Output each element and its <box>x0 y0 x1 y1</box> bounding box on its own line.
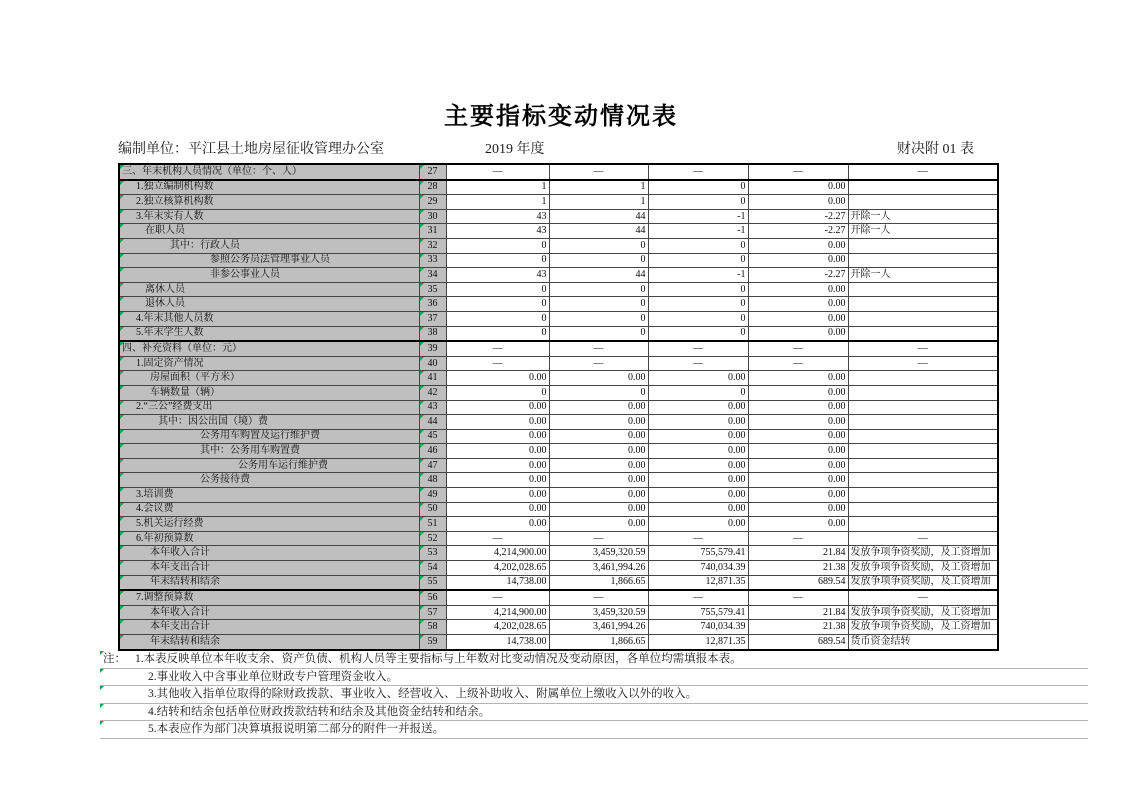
row-remark <box>848 238 998 253</box>
row-value: 43 <box>446 224 549 239</box>
row-value: 0.00 <box>549 371 648 386</box>
row-value: 0 <box>648 195 748 210</box>
row-value: 0.00 <box>748 415 848 430</box>
table-row <box>119 575 998 590</box>
row-value: 0.00 <box>748 517 848 532</box>
row-line-number: 34 <box>419 268 446 283</box>
row-value: 0.00 <box>446 502 549 517</box>
row-line-number: 30 <box>419 209 446 224</box>
note-text: 1.本表反映单位本年收支余、资产负债、机构人员等主要指标与上年数对比变动情况及变动原因，各单位均需填报本表。 <box>135 653 742 665</box>
row-value: 0.00 <box>549 415 648 430</box>
note-line-4 <box>100 704 1088 722</box>
row-line-number: 40 <box>419 356 446 371</box>
row-remark <box>848 488 998 503</box>
row-line-number: 32 <box>419 238 446 253</box>
row-line-number: 52 <box>419 531 446 546</box>
row-label: 3.年末实有人数 <box>119 209 419 224</box>
row-value: 0.00 <box>446 458 549 473</box>
row-label: 三、年末机构人员情况（单位：个、人） <box>119 164 419 180</box>
row-value: 0.00 <box>748 326 848 341</box>
row-remark <box>848 517 998 532</box>
row-value: -2.27 <box>748 268 848 283</box>
row-label: 4.会议费 <box>119 502 419 517</box>
row-value: 0 <box>648 238 748 253</box>
row-value: 1,866.65 <box>549 575 648 590</box>
row-value: 4,214,900.00 <box>446 546 549 561</box>
row-value: 1 <box>446 180 549 195</box>
row-value: — <box>748 590 848 605</box>
row-value: 0.00 <box>748 458 848 473</box>
table-row <box>119 282 998 297</box>
row-value: 0.00 <box>549 517 648 532</box>
row-label: 参照公务员法管理事业人员 <box>119 253 419 268</box>
row-value: 0.00 <box>446 400 549 415</box>
row-value: — <box>549 356 648 371</box>
row-value: 0 <box>549 253 648 268</box>
table-row <box>119 400 998 415</box>
row-remark: — <box>848 341 998 356</box>
row-line-number: 36 <box>419 297 446 312</box>
table-row <box>119 531 998 546</box>
row-value: 3,459,320.59 <box>549 546 648 561</box>
table-row <box>119 180 998 195</box>
row-value: — <box>748 356 848 371</box>
row-value: 0.00 <box>748 297 848 312</box>
form-number-label: 财决附 01 表 <box>897 142 974 157</box>
row-value: -1 <box>648 209 748 224</box>
table-row <box>119 605 998 620</box>
row-value: 0 <box>446 311 549 326</box>
row-line-number: 55 <box>419 575 446 590</box>
row-remark <box>848 385 998 400</box>
row-label: 1.独立编制机构数 <box>119 180 419 195</box>
row-line-number: 28 <box>419 180 446 195</box>
row-value: 12,871.35 <box>648 575 748 590</box>
row-value: 21.38 <box>748 561 848 576</box>
table-row <box>119 238 998 253</box>
row-value: 1 <box>446 195 549 210</box>
row-remark: — <box>848 590 998 605</box>
row-line-number: 38 <box>419 326 446 341</box>
row-remark <box>848 400 998 415</box>
row-remark <box>848 282 998 297</box>
table-row <box>119 590 998 605</box>
row-value: — <box>446 164 549 180</box>
row-value: 21.84 <box>748 605 848 620</box>
row-value: 0.00 <box>748 253 848 268</box>
row-label: 本年收入合计 <box>119 546 419 561</box>
table-row <box>119 458 998 473</box>
row-value: 0.00 <box>748 400 848 415</box>
row-remark <box>848 371 998 386</box>
row-value: — <box>549 590 648 605</box>
notes-section <box>100 651 1088 739</box>
row-label: 7.调整预算数 <box>119 590 419 605</box>
table-row <box>119 326 998 341</box>
table-row <box>119 488 998 503</box>
row-value: 0 <box>446 297 549 312</box>
prepared-by-label: 编制单位：平江县土地房屋征收管理办公室 <box>118 142 384 157</box>
row-value: 1 <box>549 180 648 195</box>
row-value: 0 <box>549 297 648 312</box>
table-row <box>119 444 998 459</box>
table-row <box>119 561 998 576</box>
fiscal-year-label: 2019 年度 <box>485 142 545 157</box>
table-row <box>119 341 998 356</box>
row-remark: — <box>848 356 998 371</box>
row-label: 退休人员 <box>119 297 419 312</box>
row-value: 0.00 <box>648 473 748 488</box>
row-value: 43 <box>446 209 549 224</box>
row-line-number: 43 <box>419 400 446 415</box>
row-value: 0.00 <box>648 371 748 386</box>
row-value: 0 <box>648 326 748 341</box>
row-value: 0.00 <box>549 458 648 473</box>
row-line-number: 29 <box>419 195 446 210</box>
row-value: 0.00 <box>748 311 848 326</box>
row-value: 0.00 <box>748 385 848 400</box>
row-value: 44 <box>549 268 648 283</box>
row-remark: — <box>848 164 998 180</box>
row-line-number: 47 <box>419 458 446 473</box>
row-value: 740,034.39 <box>648 620 748 635</box>
table-row <box>119 502 998 517</box>
row-value: 0.00 <box>648 444 748 459</box>
note-text: 5.本表应作为部门决算填报说明第二部分的附件一并报送。 <box>148 723 445 735</box>
row-value: 3,461,994.26 <box>549 620 648 635</box>
row-value: 44 <box>549 224 648 239</box>
row-value: 0.00 <box>648 400 748 415</box>
row-label: 5.年末学生人数 <box>119 326 419 341</box>
row-value: 0.00 <box>748 444 848 459</box>
row-remark: 开除一人 <box>848 268 998 283</box>
table-row <box>119 297 998 312</box>
row-remark <box>848 502 998 517</box>
row-value: 0 <box>549 326 648 341</box>
row-value: 0 <box>446 253 549 268</box>
row-remark <box>848 311 998 326</box>
notes-prefix: 注： <box>103 653 126 665</box>
row-line-number: 54 <box>419 561 446 576</box>
page-title: 主要指标变动情况表 <box>444 104 678 130</box>
row-label: 年末结转和结余 <box>119 575 419 590</box>
row-remark <box>848 195 998 210</box>
table-row <box>119 473 998 488</box>
table-row <box>119 164 998 180</box>
indicators-table-body <box>119 164 998 650</box>
row-label: 本年收入合计 <box>119 605 419 620</box>
row-value: — <box>648 590 748 605</box>
table-row <box>119 620 998 635</box>
row-label: 本年支出合计 <box>119 620 419 635</box>
row-value: 3,459,320.59 <box>549 605 648 620</box>
row-value: 0.00 <box>446 473 549 488</box>
row-value: 0.00 <box>549 488 648 503</box>
table-row <box>119 268 998 283</box>
row-value: — <box>549 531 648 546</box>
row-value: — <box>748 164 848 180</box>
row-value: 689.54 <box>748 575 848 590</box>
row-value: 0 <box>446 385 549 400</box>
row-value: 0.00 <box>648 502 748 517</box>
row-line-number: 46 <box>419 444 446 459</box>
row-value: — <box>648 164 748 180</box>
row-line-number: 49 <box>419 488 446 503</box>
row-value: 0 <box>549 385 648 400</box>
row-value: — <box>648 356 748 371</box>
row-value: 0 <box>549 282 648 297</box>
row-value: 740,034.39 <box>648 561 748 576</box>
row-value: 0.00 <box>648 415 748 430</box>
row-value: 0.00 <box>748 371 848 386</box>
row-value: 0.00 <box>648 429 748 444</box>
row-value: 0.00 <box>549 429 648 444</box>
note-line-1 <box>100 651 1088 669</box>
row-value: 0.00 <box>549 473 648 488</box>
table-row <box>119 415 998 430</box>
row-remark <box>848 473 998 488</box>
row-label: 公务接待费 <box>119 473 419 488</box>
row-value: 0.00 <box>446 415 549 430</box>
row-line-number: 56 <box>419 590 446 605</box>
table-row <box>119 195 998 210</box>
row-line-number: 37 <box>419 311 446 326</box>
row-label: 2.“三公”经费支出 <box>119 400 419 415</box>
row-label: 其中：因公出国（境）费 <box>119 415 419 430</box>
row-value: 4,202,028.65 <box>446 561 549 576</box>
row-value: -1 <box>648 268 748 283</box>
row-value: -2.27 <box>748 224 848 239</box>
row-remark: 发放争项争资奖励，及工资增加 <box>848 546 998 561</box>
indicators-table <box>118 163 999 651</box>
row-value: 14,738.00 <box>446 575 549 590</box>
row-value: 0 <box>648 282 748 297</box>
row-value: 0.00 <box>549 444 648 459</box>
row-line-number: 41 <box>419 371 446 386</box>
note-text: 3.其他收入指单位取得的除财政拨款、事业收入、经营收入、上级补助收入、附属单位上缴收入以外的收入。 <box>148 688 698 700</box>
row-value: 0 <box>446 238 549 253</box>
row-value: 44 <box>549 209 648 224</box>
row-value: — <box>648 341 748 356</box>
row-value: 755,579.41 <box>648 546 748 561</box>
note-text: 2.事业收入中含事业单位财政专户管理资金收入。 <box>148 670 399 683</box>
row-line-number: 45 <box>419 429 446 444</box>
row-value: 0.00 <box>648 458 748 473</box>
row-value: 0.00 <box>446 517 549 532</box>
row-value: 0.00 <box>748 429 848 444</box>
table-row <box>119 546 998 561</box>
row-value: 0.00 <box>648 517 748 532</box>
table-row <box>119 429 998 444</box>
row-value: 689.54 <box>748 635 848 650</box>
row-label: 本年支出合计 <box>119 561 419 576</box>
table-row <box>119 253 998 268</box>
row-remark: 发放争项争资奖励，及工资增加 <box>848 605 998 620</box>
row-value: 0.00 <box>446 444 549 459</box>
row-value: 3,461,994.26 <box>549 561 648 576</box>
row-value: 0.00 <box>446 488 549 503</box>
row-remark <box>848 444 998 459</box>
row-remark <box>848 253 998 268</box>
note-text: 4.结转和结余包括单位财政拨款结转和结余及其他资金结转和结余。 <box>148 705 491 718</box>
row-remark: 发放争项争资奖励，及工资增加 <box>848 561 998 576</box>
row-value: 0 <box>549 311 648 326</box>
row-value: 0.00 <box>748 502 848 517</box>
row-value: 1 <box>549 195 648 210</box>
row-value: — <box>446 341 549 356</box>
row-label: 四、补充资料（单位：元） <box>119 341 419 356</box>
row-value: 4,202,028.65 <box>446 620 549 635</box>
row-label: 3.培训费 <box>119 488 419 503</box>
row-value: 0.00 <box>446 371 549 386</box>
row-value: 0 <box>549 238 648 253</box>
row-value: 0.00 <box>446 429 549 444</box>
note-line-5 <box>100 721 1088 739</box>
row-line-number: 57 <box>419 605 446 620</box>
row-value: 43 <box>446 268 549 283</box>
row-line-number: 39 <box>419 341 446 356</box>
row-label: 年末结转和结余 <box>119 635 419 650</box>
row-value: -1 <box>648 224 748 239</box>
table-row <box>119 224 998 239</box>
row-remark <box>848 297 998 312</box>
row-line-number: 59 <box>419 635 446 650</box>
row-label: 车辆数量（辆） <box>119 385 419 400</box>
row-value: 0.00 <box>748 238 848 253</box>
row-remark: 发放争项争资奖励，及工资增加 <box>848 575 998 590</box>
row-value: 0 <box>648 253 748 268</box>
row-remark <box>848 458 998 473</box>
row-line-number: 53 <box>419 546 446 561</box>
row-remark <box>848 415 998 430</box>
row-value: 0 <box>446 282 549 297</box>
row-remark: — <box>848 531 998 546</box>
row-value: — <box>446 531 549 546</box>
row-label: 2.独立核算机构数 <box>119 195 419 210</box>
row-label: 1.固定资产情况 <box>119 356 419 371</box>
row-value: — <box>748 531 848 546</box>
row-value: 21.84 <box>748 546 848 561</box>
table-row <box>119 209 998 224</box>
row-value: 12,871.35 <box>648 635 748 650</box>
row-value: 4,214,900.00 <box>446 605 549 620</box>
table-row <box>119 517 998 532</box>
row-value: 0.00 <box>748 195 848 210</box>
row-value: — <box>446 590 549 605</box>
row-line-number: 48 <box>419 473 446 488</box>
row-value: 0 <box>446 326 549 341</box>
row-value: 0.00 <box>549 502 648 517</box>
row-label: 4.年末其他人员数 <box>119 311 419 326</box>
row-value: 0.00 <box>748 473 848 488</box>
row-value: — <box>549 341 648 356</box>
row-value: 0 <box>648 297 748 312</box>
row-remark: 开除一人 <box>848 209 998 224</box>
row-value: 0 <box>648 311 748 326</box>
row-label: 5.机关运行经费 <box>119 517 419 532</box>
row-line-number: 58 <box>419 620 446 635</box>
row-line-number: 31 <box>419 224 446 239</box>
row-line-number: 27 <box>419 164 446 180</box>
note-line-3 <box>100 686 1088 704</box>
row-value: 21.38 <box>748 620 848 635</box>
row-value: 0.00 <box>549 400 648 415</box>
row-line-number: 44 <box>419 415 446 430</box>
row-label: 在职人员 <box>119 224 419 239</box>
row-value: 0.00 <box>748 488 848 503</box>
row-label: 其中：行政人员 <box>119 238 419 253</box>
row-value: 0 <box>648 180 748 195</box>
table-row <box>119 311 998 326</box>
row-line-number: 33 <box>419 253 446 268</box>
row-remark: 开除一人 <box>848 224 998 239</box>
row-label: 离休人员 <box>119 282 419 297</box>
row-label: 公务用车运行维护费 <box>119 458 419 473</box>
row-remark <box>848 429 998 444</box>
row-line-number: 51 <box>419 517 446 532</box>
row-line-number: 42 <box>419 385 446 400</box>
row-value: — <box>748 341 848 356</box>
row-value: — <box>648 531 748 546</box>
row-value: 0.00 <box>748 282 848 297</box>
table-row <box>119 635 998 650</box>
row-value: 0 <box>648 385 748 400</box>
table-row <box>119 371 998 386</box>
row-label: 其中：公务用车购置费 <box>119 444 419 459</box>
row-value: 1,866.65 <box>549 635 648 650</box>
row-value: — <box>446 356 549 371</box>
row-value: 0.00 <box>648 488 748 503</box>
table-row <box>119 356 998 371</box>
row-remark <box>848 326 998 341</box>
row-line-number: 35 <box>419 282 446 297</box>
row-remark <box>848 180 998 195</box>
row-line-number: 50 <box>419 502 446 517</box>
row-remark: 货币资金结转 <box>848 635 998 650</box>
row-value: 755,579.41 <box>648 605 748 620</box>
note-line-2 <box>100 669 1088 687</box>
row-value: 14,738.00 <box>446 635 549 650</box>
row-label: 房屋面积（平方米） <box>119 371 419 386</box>
row-label: 公务用车购置及运行维护费 <box>119 429 419 444</box>
row-remark: 发放争项争资奖励，及工资增加 <box>848 620 998 635</box>
row-value: — <box>549 164 648 180</box>
row-label: 6.年初预算数 <box>119 531 419 546</box>
row-value: -2.27 <box>748 209 848 224</box>
row-label: 非参公事业人员 <box>119 268 419 283</box>
row-value: 0.00 <box>748 180 848 195</box>
table-row <box>119 385 998 400</box>
